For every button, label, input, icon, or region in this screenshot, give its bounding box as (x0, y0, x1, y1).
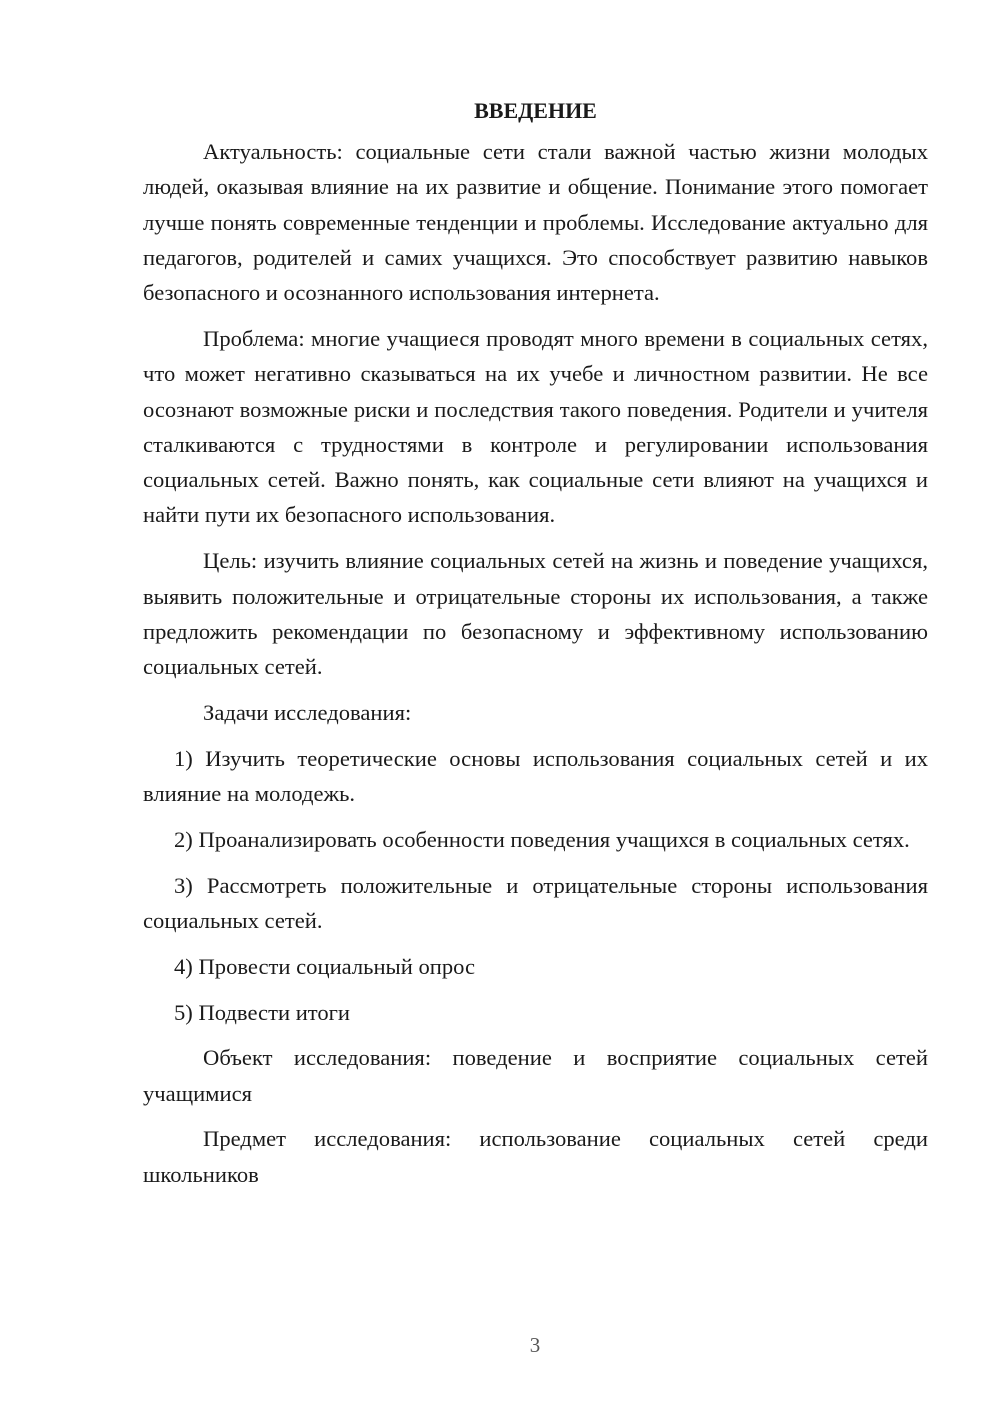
page-content (143, 96, 928, 1203)
task-item-3: 3) Рассмотреть положительные и отрицательные стороны использования социальных сетей. (143, 872, 928, 933)
task-item-1: 1) Изучить теоретические основы использования социальных сетей и их влияние на молодежь. (143, 745, 928, 807)
problem-paragraph: Проблема: многие учащиеся проводят много времени в социальных сетях, что может негативно сказываться на их учебе и личностном развитии. Не все осознают возможные риски и последствия такого поведения. Родители и учителя сталкиваются с трудностями в контроле и регулировании использования социальных сетей. Важно понять, как социальные сети влияют на учащихся и найти пути их безопасного использования. (143, 325, 928, 528)
page-number: 3 (529, 1333, 541, 1357)
task-item-2: 2) Проанализировать особенности поведения учащихся в социальных сетях. (174, 826, 910, 852)
tasks-heading: Задачи исследования: (203, 699, 412, 725)
relevance-paragraph: Актуальность: социальные сети стали важной частью жизни молодых людей, оказывая влияние на их развитие и общение. Понимание этого помогает лучше понять современные тенденции и проблемы. Исследование актуально для педагогов, родителей и самих учащихся. Это способствует развитию навыков безопасного и осознанного использования интернета. (143, 139, 928, 306)
goal-paragraph: Цель: изучить влияние социальных сетей на жизнь и поведение учащихся, выявить положительные и отрицательные стороны их использования, а также предложить рекомендации по безопасному и эффективному использованию социальных сетей. (143, 548, 928, 680)
task-item-5: 5) Подвести итоги (174, 999, 351, 1025)
object-paragraph: Объект исследования: поведение и восприятие социальных сетей учащимися (143, 1045, 928, 1106)
section-title: ВВЕДЕНИЕ (474, 98, 597, 123)
subject-paragraph: Предмет исследования: использование социальных сетей среди школьников (143, 1126, 928, 1187)
task-item-4: 4) Провести социальный опрос (174, 953, 476, 979)
